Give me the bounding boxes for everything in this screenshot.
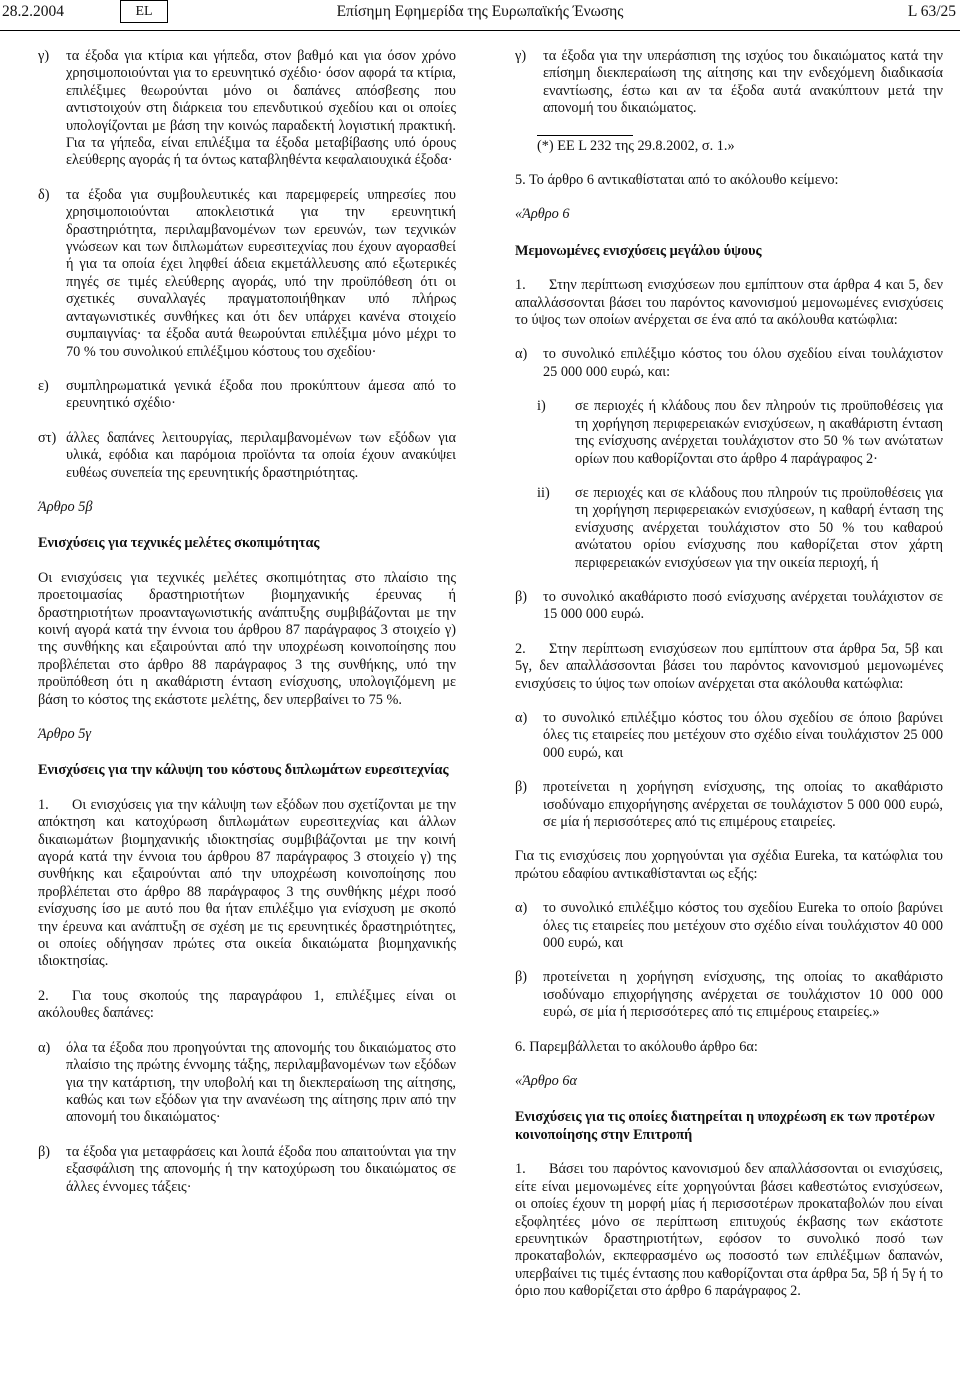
- list-item-b2: β) προτείνεται η χορήγηση ενίσχυσης, της οποίας το ακαθάριστο ισοδύναμο επιχορήγησης ανέρχεται σε τουλάχιστον 5 000 000 ευρώ, σε μία ή περισσότερες από τις επιμέρους εταιρείες.: [515, 779, 943, 830]
- article-6a-title: Ενισχύσεις για τις οποίες διατηρείται η υποχρέωση εκ των προτέρων κοινοποίησης στην Επιτροπή: [515, 1109, 935, 1143]
- amendment-5: 5. Το άρθρο 6 αντικαθίσταται από το ακόλουθο κείμενο:: [515, 172, 839, 189]
- list-item-b1: β) το συνολικό ακαθάριστο ποσό ενίσχυσης ανέρχεται τουλάχιστον σε 15 000 000 ευρώ.: [515, 588, 943, 623]
- list-item-a: α) όλα τα έξοδα που προηγούνται της απονομής του δικαιώματος στο πλαίσιο της πρώτης έννομης τάξης, περιλαμβανομένων των εξόδων για την κατάρτιση, την υποβολή και τη διεκπεραίωση της αίτησης, καθώς και των εξόδων για την ανανέωση της αίτησης πριν από την απονομή του δικαιώματος·: [38, 1039, 456, 1126]
- article-6a-label: «Άρθρο 6α: [515, 1073, 578, 1090]
- issue-date: 28.2.2004: [2, 3, 64, 20]
- amendment-6: 6. Παρεμβάλλεται το ακόλουθο άρθρο 6α:: [515, 1038, 758, 1055]
- article-6-paragraph-2: 2. Στην περίπτωση ενισχύσεων που εμπίπτουν στα άρθρα 5α, 5β και 5γ, δεν απαλλάσσονται βάσει του παρόντος κανονισμού μεμονωμένες ενισχύσεις το ύψος των οποίων ανέρχεται στα ακόλουθα κατώφλια:: [515, 640, 943, 692]
- list-item-d: δ) τα έξοδα για συμβουλευτικές και παρεμφερείς υπηρεσίες που χρησιμοποιούνται αποκλειστικά για την ερευνητική δραστηριότητα, περιλαμβανομένων των ερευνών, των τεχνικών γνώσεων και των διπλωμάτων ευρεσιτεχνίας που έχουν αγορασθεί ή για τα οποία έχει ληφθεί άδεια εκμετάλλευσης από εξωτερικές πηγές σε τιμές ελεύθερης αγοράς, υπό την προϋπόθεση ότι οι σχετικές συναλλαγές πραγματοποιήθηκαν υπό πλήρως ανταγωνιστικές συνθήκες και ότι δεν υπάρχει κανένα στοιχείο συμπαιγνίας· τα έξοδα αυτά θεωρούνται επιλέξιμα μόνο μέχρι το 70 % του συνολικού επιλέξιμου κόστους του σχεδίου·: [38, 186, 456, 360]
- list-item-g: γ) τα έξοδα για κτίρια και γήπεδα, στον βαθμό και για όσον χρόνο χρησιμοποιούνται για το ερευνητικό σχέδιο· όσον αφορά τα κτίρια, επιλέξιμες θεωρούνται μόνο οι δαπάνες απόσβεσης που αντιστοιχούν στη διάρκεια του επενδυτικού σχεδίου και οι οποίες υπολογίζονται με βάση την κοινώς παραδεκτή λογιστική πρακτική. Για τα γήπεδα, είναι επιλέξιμα τα έξοδα μεταβίβασης υπό όρους ελεύθερης αγοράς ή τα όντως καταβληθέντα κεφαλαιουχικά έξοδα·: [38, 48, 456, 169]
- list-item-a3: α) το συνολικό επιλέξιμο κόστος του σχεδίου Eureka το οποίο βαρύνει όλες τις εταιρείες που μετέχουν στο σχέδιο είναι τουλάχιστον 40 000 000 ευρώ, και: [515, 900, 943, 952]
- page-number: L 63/25: [907, 3, 956, 20]
- footnote-rule: [537, 135, 633, 136]
- list-item-a2: α) το συνολικό επιλέξιμο κόστος του όλου σχεδίου σε όποιο βαρύνει όλες τις εταιρείες που μετέχουν στο σχέδιο είναι τουλάχιστον 25 000 000 ευρώ, και: [515, 709, 943, 761]
- eureka-paragraph: Για τις ενισχύσεις που χορηγούνται για σχέδια Eureka, τα κατώφλια του πρώτου εδαφίου αντικαθίστανται ως εξής:: [515, 848, 943, 882]
- language-badge: EL: [120, 0, 168, 23]
- list-item-g-right: γ) τα έξοδα για την υπεράσπιση της ισχύος του δικαιώματος κατά την επίσημη διεκπεραίωση της αίτησης και την ενδεχόμενη διαδικασία εναντίωσης, έστω και αν τα έξοδα αυτά ανακύπτουν μετά την απονομή του δικαιώματος.: [515, 48, 943, 117]
- list-item-b: β) τα έξοδα για μεταφράσεις και λοιπά έξοδα που απαιτούνται για την εξασφάλιση της απονομής ή την κατοχύρωση του δικαιώματος σε άλλες έννομες τάξεις·: [38, 1143, 456, 1195]
- article-6-paragraph-1: 1. Στην περίπτωση ενισχύσεων που εμπίπτουν στα άρθρα 4 και 5, δεν απαλλάσσονται βάσει του παρόντος κανονισμού μεμονωμένες ενισχύσεις το ύψος των οποίων ανέρχεται σε ένα από τα ακόλουθα κατώφλια:: [515, 277, 943, 329]
- article-5c-paragraph-2: 2. Για τους σκοπούς της παραγράφου 1, επιλέξιμες είναι οι ακόλουθες δαπάνες:: [38, 987, 456, 1022]
- article-5c-paragraph-1: 1. Οι ενισχύσεις για την κάλυψη των εξόδων που σχετίζονται με την απόκτηση και κατοχύρωση διπλωμάτων ευρεσιτεχνίας και άλλων δικαιωμάτων βιομηχανικής ιδιοκτησίας συμβιβάζονται με την κοινή αγορά κατά την έννοια του άρθρου 87 παράγραφος 3 στοιχείο γ) της συνθήκης και εξαιρούνται από την υποχρέωση κοινοποίησης που προβλέπεται στο άρθρο 88 παράγραφος 3 της συνθήκης μέχρι ποσό ενίσχυσης ίσο με αυτό που θα ήταν επιλέξιμο για ενίσχυση με σκοπό την έρευνα και ανάπτυξη σε σχέση με τις ερευνητικές δραστηριότητες, οι οποίες οδήγησαν πρώτες στα οικεία δικαιώματα βιομηχανικής ιδιοκτησίας.: [38, 796, 456, 970]
- sub-item-ii: ii) σε περιοχές και σε κλάδους που πληρούν τις προϋποθέσεις για τη χορήγηση περιφερειακών ενισχύσεων, η καθαρή ένταση της ενίσχυσης ανέρχεται τουλάχιστον στο 50 % του καθαρού ανώτατου ορίου ενίσχυσης που καθορίζεται στον χάρτη περιφερειακών ενισχύσεων για την οικεία περιοχή, ή: [537, 484, 943, 571]
- list-item-b3: β) προτείνεται η χορήγηση ενίσχυσης, της οποίας το ακαθάριστο ισοδύναμο επιχορήγησης ανέρχεται σε τουλάχιστον 10 000 000 ευρώ, σε μία ή περισσότερες από τις επιμέρους εταιρείες.»: [515, 969, 943, 1021]
- journal-title: Επίσημη Εφημερίδα της Ευρωπαϊκής Ένωσης: [336, 3, 624, 20]
- article-6a-paragraph-1: 1. Βάσει του παρόντος κανονισμού δεν απαλλάσσονται οι ενισχύσεις, είτε είναι μεμονωμένες είτε χορηγούνται βάσει καθεστώτος ενισχύσεων, οι οποίες έχουν τη μορφή μίας ή περισσοτέρων προκαταβολών που είναι εξοφλητέες μόνο σε περίπτωση επιτυχούς έκβασης των εκάστοτε ερευνητικών δραστηριοτήτων, εφόσον το συνολικό ποσό των προκαταβολών, εκπεφρασμένο ως ποσοστό των επιλέξιμων δαπανών, υπερβαίνει τις τιμές έντασης που καθορίζονται στα άρθρα 5α, 5β ή 5γ ή το όριο που καθορίζεται στο άρθρο 6 παράγραφος 2.: [515, 1161, 943, 1300]
- article-6-label: «Άρθρο 6: [515, 206, 570, 223]
- article-5c-title: Ενισχύσεις για την κάλυψη του κόστους διπλωμάτων ευρεσιτεχνίας: [38, 762, 449, 779]
- right-column: [515, 48, 943, 1318]
- sub-item-i: i) σε περιοχές ή κλάδους που δεν πληρούν τις προϋποθέσεις για τη χορήγηση περιφερειακών ενισχύσεων, η ακαθάριστη ένταση της ενίσχυσης ανέρχεται τουλάχιστον στο 50 % των ανώτατων ορίων που καθορίζονται στο άρθρο 4 παράγραφος 2·: [537, 398, 943, 467]
- article-6-title: Μεμονωμένες ενισχύσεις μεγάλου ύψους: [515, 242, 762, 259]
- article-5b-title: Ενισχύσεις για τεχνικές μελέτες σκοπιμότητας: [38, 535, 320, 552]
- article-5b-text: Οι ενισχύσεις για τεχνικές μελέτες σκοπιμότητας στο πλαίσιο της προετοιμασίας δραστηριοτήτων βιομηχανικής έρευνας ή δραστηριοτήτων προανταγωνιστικής ανάπτυξης συμβιβάζονται με την κοινή αγορά κατά την έννοια του άρθρου 87 παράγραφος 3 στοιχείο γ) της συνθήκης και εξαιρούνται από την υποχρέωση κοινοποίησης που προβλέπεται στο άρθρο 88 παράγραφος 3 της συνθήκης, υπό την προϋπόθεση ότι η ακαθάριστη ένταση ενίσχυσης, υπολογιζόμενη με βάση το κόστος της εκάστοτε μελέτης, δεν υπερβαίνει το 75 %.: [38, 569, 456, 708]
- list-item-a1: α) το συνολικό επιλέξιμο κόστος του όλου σχεδίου είναι τουλάχιστον 25 000 000 ευρώ, και:: [515, 346, 943, 380]
- list-item-e: ε) συμπληρωματικά γενικά έξοδα που προκύπτουν άμεσα από το ερευνητικό σχέδιο·: [38, 377, 456, 412]
- left-column: [38, 48, 456, 1213]
- page-header: [0, 0, 960, 31]
- article-5b-label: Άρθρο 5β: [38, 498, 93, 515]
- footnote: (*) ΕΕ L 232 της 29.8.2002, σ. 1.»: [537, 137, 735, 154]
- article-5c-label: Άρθρο 5γ: [38, 726, 91, 742]
- list-item-st: στ) άλλες δαπάνες λειτουργίας, περιλαμβανομένων των εξόδων για υλικά, εφόδια και παρόμοια προϊόντα τα οποία έχουν ανακύψει ευθέως συνεπεία της ερευνητικής δραστηριότητας.: [38, 429, 456, 481]
